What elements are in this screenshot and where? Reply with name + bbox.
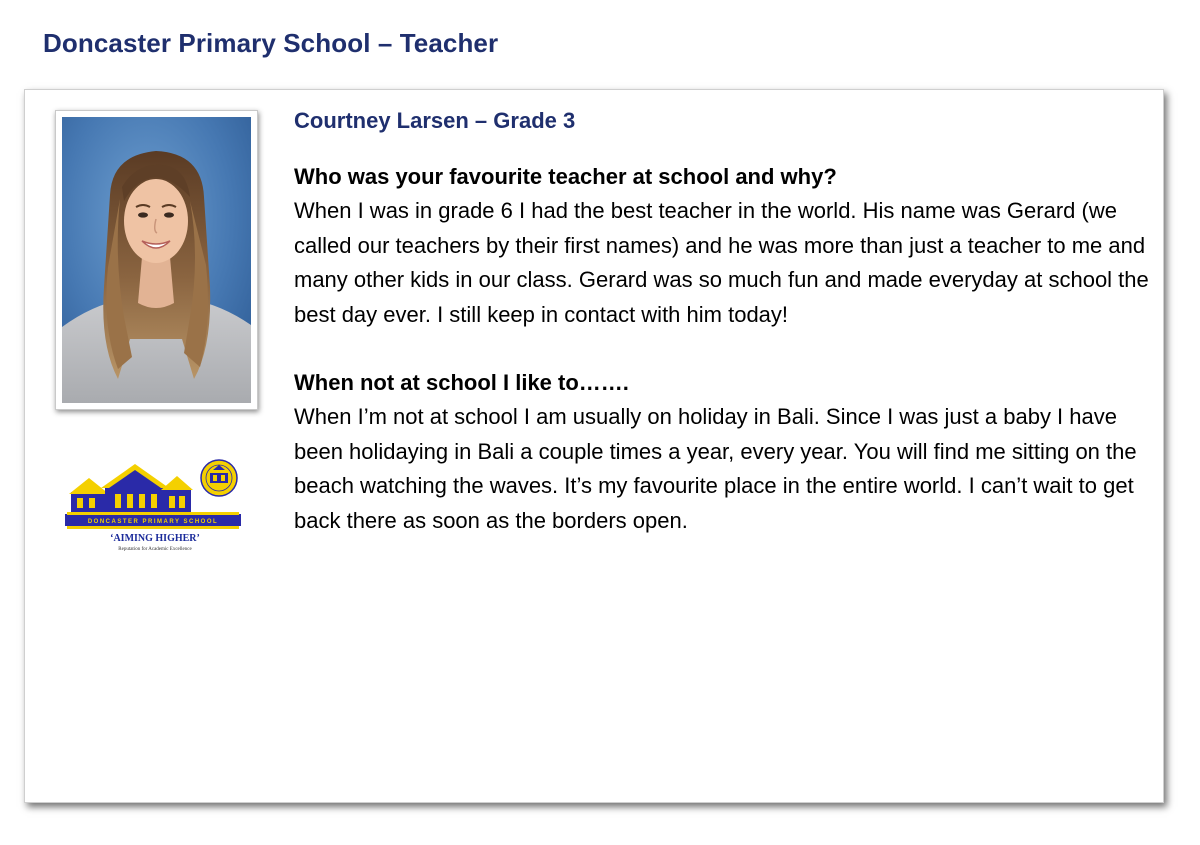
profile-content xyxy=(294,108,1154,538)
page-title: Doncaster Primary School – Teacher xyxy=(43,28,499,58)
teacher-name-grade: Courtney Larsen – Grade 3 xyxy=(294,108,576,133)
answer-favourite-teacher: When I was in grade 6 I had the best teacher in the world. His name was Gerard (we called our teachers by their first names) and he was more than just a teacher to me and many other kids in our class. Gerard was so much fun and made everyday at school the best day ever. I still keep in contact with him today! xyxy=(294,198,1149,327)
teacher-portrait-image xyxy=(62,117,251,403)
school-building-emblem-icon xyxy=(65,456,245,534)
logo-motto: ‘AIMING HIGHER’ xyxy=(110,533,200,544)
teacher-photo xyxy=(55,110,258,410)
section-spacer xyxy=(294,332,1154,366)
logo-tagline: Reputation for Academic Excellence xyxy=(118,547,192,552)
logo-banner-text: DONCASTER PRIMARY SCHOOL xyxy=(87,519,219,525)
teacher-profile-card xyxy=(24,89,1164,803)
answer-outside-school: When I’m not at school I am usually on holiday in Bali. Since I was just a baby I have been holidaying in Bali a couple times a year, every year. You will find me sitting on the beach watching the waves. It’s my favourite place in the entire world. I can’t wait to get back there as soon as the borders open. xyxy=(294,404,1137,533)
question-favourite-teacher: Who was your favourite teacher at school and why? xyxy=(294,164,837,189)
question-outside-school: When not at school I like to……. xyxy=(294,370,629,395)
school-logo xyxy=(65,456,245,566)
